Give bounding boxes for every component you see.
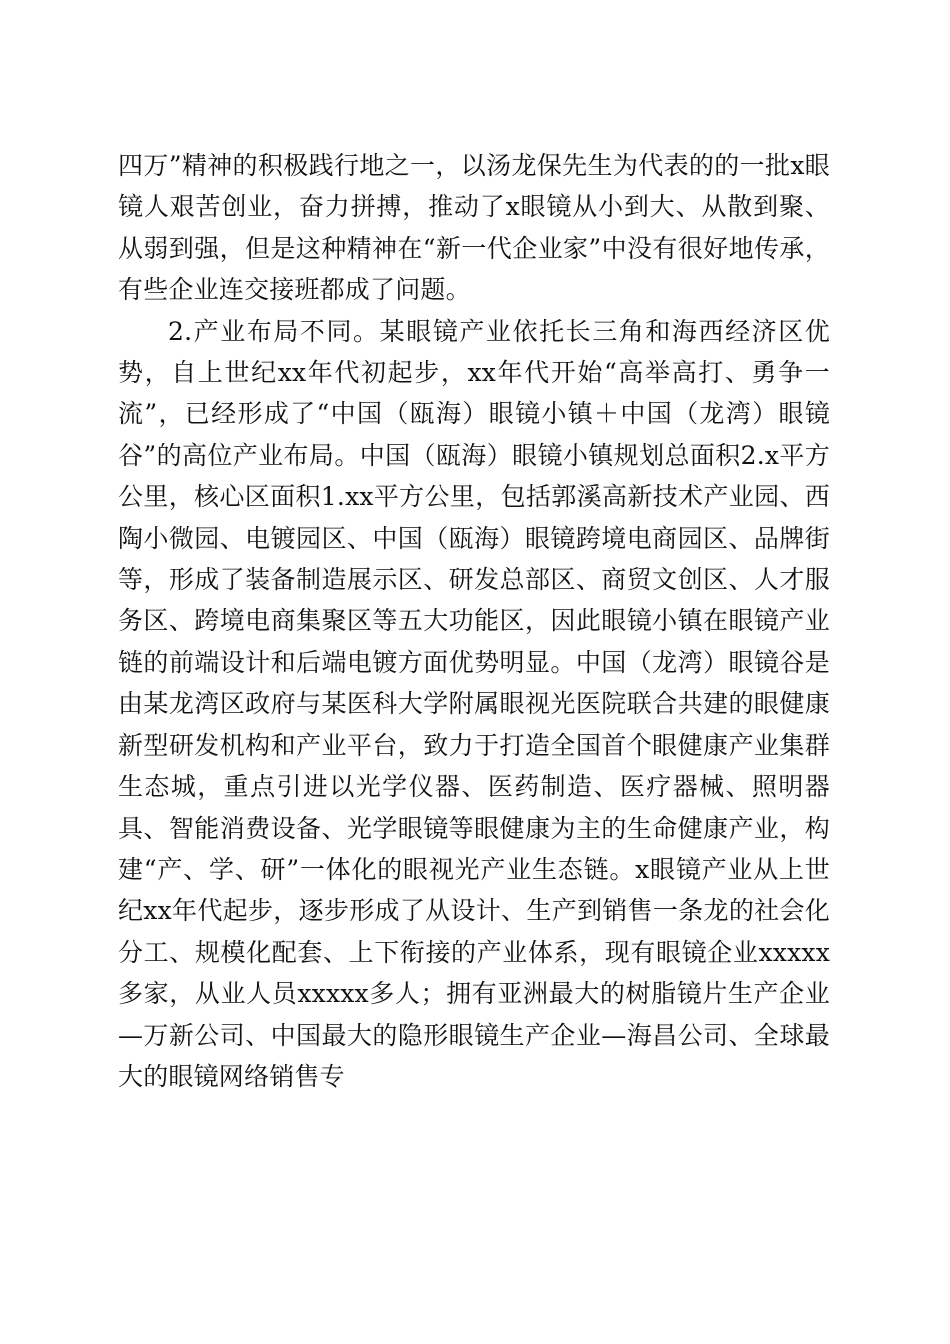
paragraph-industry-layout: 2.产业布局不同。某眼镜产业依托长三角和海西经济区优势，自上世纪xx年代初起步，xx年代开始“高举高打、勇争一流”，已经形成了“中国（瓯海）眼镜小镇＋中国（龙湾）眼镜谷”的高位产业布局。中国（瓯海）眼镜小镇规划总面积2.x平方公里，核心区面积1.xx平方公里，包括郭溪高新技术产业园、西陶小微园、电镀园区、中国（瓯海）眼镜跨境电商园区、品牌街等，形成了装备制造展示区、研发总部区、商贸文创区、人才服务区、跨境电商集聚区等五大功能区，因此眼镜小镇在眼镜产业链的前端设计和后端电镀方面优势明显。中国（龙湾）眼镜谷是由某龙湾区政府与某医科大学附属眼视光医院联合共建的眼健康新型研发机构和产业平台，致力于打造全国首个眼健康产业集群生态城，重点引进以光学仪器、医药制造、医疗器械、照明器具、智能消费设备、光学眼镜等眼健康为主的生命健康产业，构建“产、学、研”一体化的眼视光产业生态链。x眼镜产业从上世纪xx年代起步，逐步形成了从设计、生产到销售一条龙的社会化分工、规模化配套、上下衔接的产业体系，现有眼镜企业xxxxx多家，从业人员xxxxx多人；拥有亚洲最大的树脂镜片生产企业—万新公司、中国最大的隐形眼镜生产企业—海昌公司、全球最大的眼镜网络销售专: [118, 316, 830, 1091]
paragraph-continued: 四万”精神的积极践行地之一，以汤龙保先生为代表的的一批x眼镜人艰苦创业，奋力拼搏，推动了x眼镜从小到大、从散到聚、从弱到强，但是这种精神在“新一代企业家”中没有很好地传承，有些企业连交接班都成了问题。: [118, 151, 830, 305]
body-text: [118, 145, 830, 1097]
